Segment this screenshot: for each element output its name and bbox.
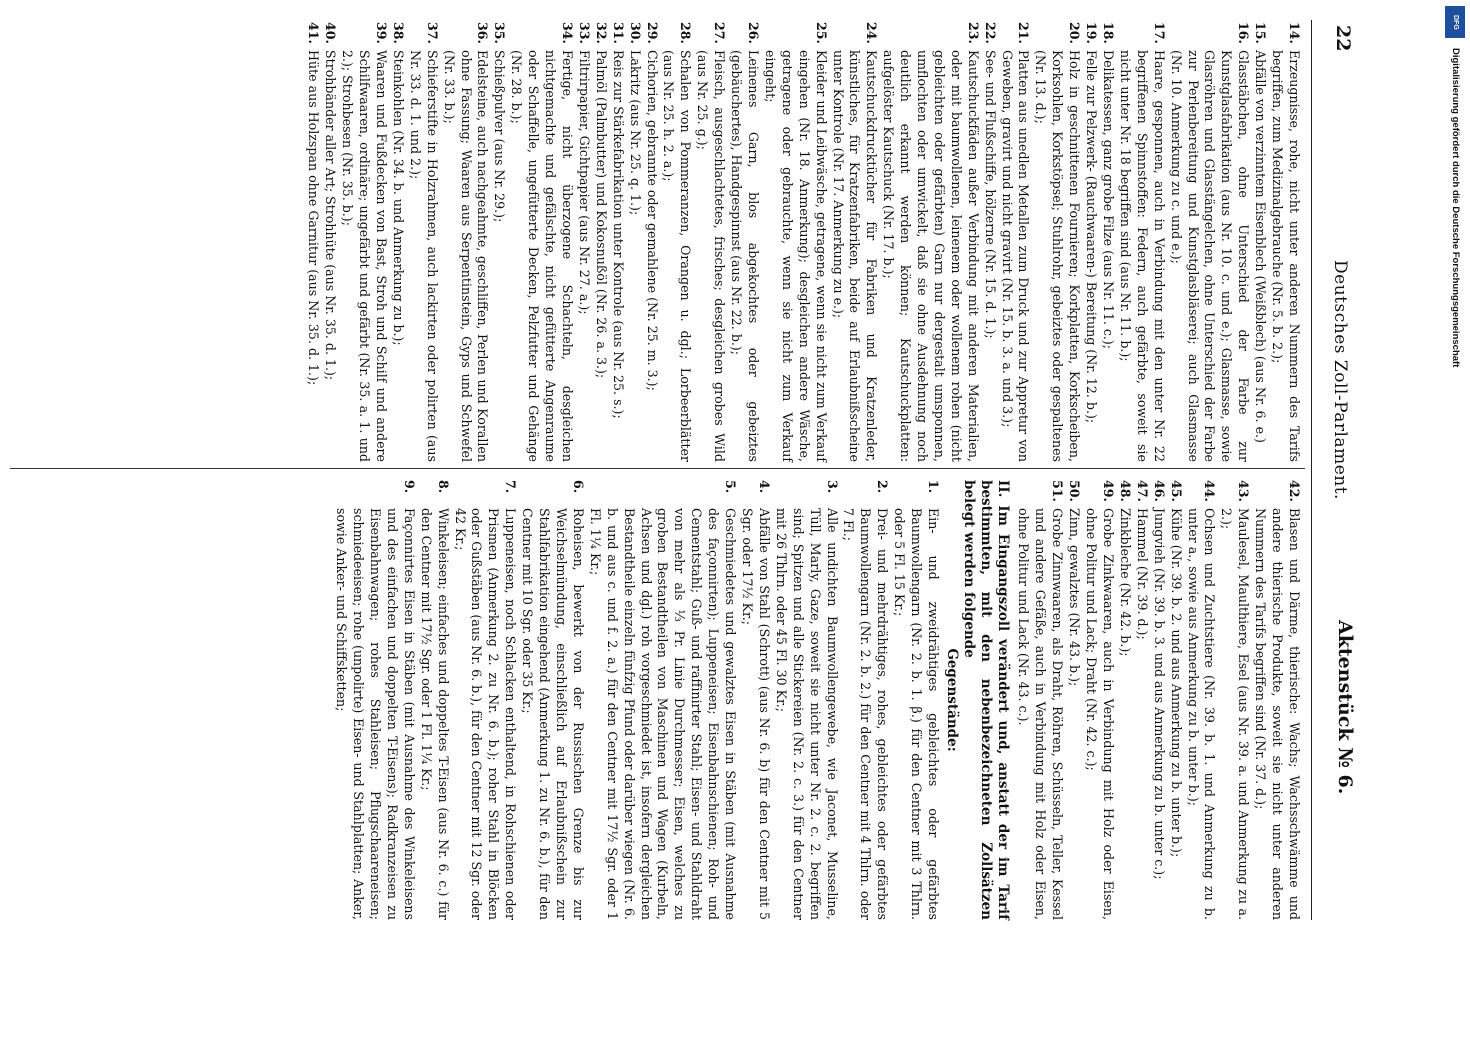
tariff-entry — [491, 22, 508, 462]
tariff-entry — [693, 22, 727, 462]
entry-text: Filtrirpapier, Gichtpapier (aus Nr. 27. a.); — [576, 50, 592, 315]
entry-text: Hüte aus Holzspan ohne Garnitur (aus Nr. 35. d. 1.); — [306, 50, 322, 386]
entry-number: 27. — [712, 22, 728, 44]
entry-number: 19. — [1084, 22, 1100, 44]
tariff-entry — [761, 22, 829, 462]
tariff-entry — [840, 480, 891, 920]
entry-number: 33. — [576, 22, 592, 44]
entry-number: 40. — [323, 22, 339, 44]
entry-text: Kühe (Nr. 39. b. 2. und aus Anmerkung zu b. unter b.); — [1168, 508, 1184, 858]
entry-number: 47. — [1134, 480, 1150, 502]
entry-text: Zinkbleche (Nr. 42. b.); — [1117, 508, 1133, 657]
tariff-entry — [890, 480, 941, 920]
entry-number: 41. — [306, 22, 322, 44]
entry-number: 16. — [1236, 22, 1252, 44]
tariff-entry — [406, 22, 440, 462]
tariff-entry — [305, 22, 322, 462]
entry-text: Abfälle von verzinntem Eisenblech (Weißblech) (aus Nr. 6. e.) — [1253, 50, 1269, 443]
tariff-entry — [1251, 22, 1268, 462]
entry-number: 42. — [1287, 480, 1302, 502]
tariff-entry — [592, 22, 609, 462]
entry-number: 8. — [435, 480, 451, 494]
section-title: II. Im Eingangszoll verändert und, anstatt der im Tarif bestimmten, mit den nebenbezeichneten Zollsätzen belegt werden folgende — [960, 480, 1011, 920]
tariff-entry — [1065, 480, 1082, 920]
entry-text: Reis zur Stärkefabrikation unter Kontrole (aus Nr. 25. s.); — [610, 50, 626, 419]
entry-text: Zinn, gewalztes (Nr. 43. b.); — [1067, 508, 1083, 687]
entry-text: See- und Flußschiffe, hölzerne (Nr. 15. d. 1.); — [982, 50, 998, 339]
entry-text: Platten aus unedlen Metallen zum Druck und zur Appretur von Geweben, gravirt und nicht gravirt (Nr. 15. b. 3. a. und 3.); — [999, 50, 1032, 462]
entry-text: Kautschuckfäden außer Verbindung mit anderen Materialien, oder mit baumwollenen, leinenem oder wollenem rohen (nicht gebleichten oder gefärbten) Garn nur dergestalt umsponnen, umflochten oder umwickelt, daß sie ohne Ausdehnung noch deutlich erkannt werden können; Kautschuckplatten: aufgelöster Kautschuck (Nr. 17. b.); — [881, 50, 981, 462]
tariff-entry — [772, 480, 840, 920]
tariff-entry — [389, 22, 406, 462]
entry-number: 39. — [374, 22, 390, 44]
column-divider — [10, 468, 1305, 469]
tariff-entry — [1032, 22, 1083, 462]
entry-text: Schalen von Pommeranzen, Orangen u. dgl.; Lorbeerblätter (aus Nr. 25. h. 2. a.); — [661, 50, 694, 462]
entry-text: Drei- und mehrdrähtiges, rohes, gebleichtes oder gefärbtes Baumwollengarn (Nr. 2. b. 2.) für den Centner mit 4 Thlrn. oder 7 Fl.; — [841, 508, 891, 920]
entry-number: 29. — [644, 22, 660, 44]
entry-number: 28. — [678, 22, 694, 44]
tariff-entry — [586, 480, 738, 920]
entry-text: Roheisen, bewerkt von der Russischen Grenze bis zur Weichselmündung, einschließlich auf Erlaubnißschein zur Stahlfabrikation eingehend (Anmerkung 1. zu Nr. 6. b.), für den Centner mit 10 Sgr. oder 35 Kr.; — [520, 508, 586, 920]
entry-text: Hammel (Nr. 39. d.); — [1134, 508, 1150, 640]
entry-text: Fleisch, ausgeschlachtetes, frisches; desgleichen grobes Wild (aus Nr. 25. g.); — [695, 50, 728, 462]
entry-number: 45. — [1168, 480, 1184, 502]
tariff-entry — [1268, 22, 1302, 462]
section-heading — [943, 480, 1011, 920]
entry-text: Schieferstifte in Holzrahmen, auch lackirten oder polirten (aus Nr. 33. d. 1. und 2.); — [407, 50, 440, 462]
entry-number: 50. — [1067, 480, 1083, 502]
entry-text: Blasen und Därme, thierische: Wachs; Wachsschwämme und andere thierische Produkte, soweit sie nicht unter anderen Nummern des Tarifs begriffen sind (Nr. 37. d.); — [1253, 508, 1302, 920]
right-column — [332, 480, 1302, 920]
entry-number: 4. — [756, 480, 772, 494]
entry-text: Delikatessen, ganz grobe Filze (aus Nr. 11. c.); — [1101, 50, 1117, 350]
entry-number: 38. — [390, 22, 406, 44]
entry-number: 37. — [424, 22, 440, 44]
entry-number: 35. — [492, 22, 508, 44]
entry-text: Kleider und Leibwäsche, getragene, wenn sie nicht zum Verkauf eingehen (Nr. 18. Anmerkung); desgleichen andere Wäsche, getragene oder gebrauchte, wenn sie nicht zum Verkauf eingeht; — [762, 50, 829, 462]
tariff-entry — [332, 480, 417, 920]
entry-text: Glasstäbchen, ohne Unterschied der Farbe zur Kunstglasfabrikation (aus Nr. 10. c. und e.); Glasmasse, sowie Glasröhren und Glasstängelchen, ohne Unterschied der Farbe zur Perlenbereitung und Kunstglasbläserei; auch Glasmasse (Nr. 10. Anmerkung zu c. und e.); — [1168, 50, 1252, 462]
entry-text: Ochsen und Zuchtstiere (Nr. 39. b. 1. und Anmerkung zu b. unter a., sowie aus Anmerkung zu b. unter b.); — [1185, 508, 1218, 920]
entry-number: 7. — [503, 480, 519, 494]
tariff-entry — [417, 480, 451, 920]
entry-number: 49. — [1101, 480, 1117, 502]
dfg-logo: DFG — [1445, 6, 1465, 38]
entry-number: 26. — [746, 22, 761, 44]
entry-number: 9. — [401, 480, 417, 494]
entry-text: Cichorien, gebrannte oder gemahlene (Nr. 25. m. 3.); — [644, 50, 660, 391]
entry-text: Erzeugnisse, rohe, nicht unter anderen Nummern des Tarifs begriffen, zum Medizinalgebrauche (Nr. 5. b. 2.); — [1270, 50, 1302, 462]
entry-number: 34. — [560, 22, 576, 44]
entry-number: 48. — [1117, 480, 1133, 502]
tariff-entry — [1116, 22, 1167, 462]
tariff-entry — [1099, 22, 1116, 462]
tariff-entry — [998, 22, 1032, 462]
tariff-entry — [1251, 480, 1302, 920]
tariff-entry — [1082, 22, 1099, 462]
entry-number: 31. — [610, 22, 626, 44]
tariff-entry — [518, 480, 586, 920]
entry-text: Luppeneisen, noch Schlacken enthaltend, in Rohschienen oder Prismen (Anmerkung 2. zu Nr. 6. b.); roher Stahl in Blöcken oder Gußstäben (aus Nr. 6. b.), für den Centner mit 12 Sgr. oder 42 Kr.; — [452, 508, 519, 920]
tariff-entry — [609, 22, 626, 462]
entry-text: Grobe Zinkwaaren, auch in Verbindung mit Holz oder Eisen, ohne Politur und Lack; Draht (Nr. 42. c.); — [1084, 508, 1117, 920]
entry-number: 24. — [864, 22, 880, 44]
tariff-entry — [1150, 480, 1167, 920]
entry-number: 14. — [1287, 22, 1302, 44]
entry-text: Haare, gesponnen, auch in Verbindung mit den unter Nr. 22 begriffenen Spinnstoffen: Federn, auch gefärbte, soweit sie nicht unter Nr. 18 begriffen sind (aus Nr. 11. b.); — [1117, 50, 1167, 462]
entry-number: 25. — [813, 22, 829, 44]
entry-text: Palmöl (Palmbutter) und Kokosnußöl (Nr. 26. a. 3.); — [593, 50, 609, 379]
tariff-entry — [507, 22, 575, 462]
tariff-entry — [981, 22, 998, 462]
entry-number: 36. — [475, 22, 491, 44]
tariff-entry — [738, 480, 772, 920]
header-rule — [1311, 20, 1312, 920]
entry-text: Kautschuckdrucktücher für Fabriken und Kratzenleder, künstliches, für Kratzenfabriken, beide auf Erlaubnißscheine unter Kontrole (Nr. 17. Anmerkung zu e.); — [830, 50, 880, 462]
entry-text: Holz in geschnittenen Fournieren; Korkplatten, Korkscheiben, Korksohlen, Korkstöpsel; Stuhlrohr, gebeiztes oder gespaltenes (Nr. 13. d.); — [1033, 50, 1083, 462]
entry-number: 46. — [1151, 480, 1167, 502]
entry-number: 43. — [1236, 480, 1252, 502]
entry-number: 15. — [1253, 22, 1269, 44]
tariff-entry — [1184, 480, 1218, 920]
entry-text: Waaren und Fußdecken von Bast, Stroh und Schilf und andere Schilfwaaren, ordinäre; ungefärbt und gefärbt (Nr. 35. a. 1. und 2.); Strohbesen (Nr. 35. b.); — [340, 50, 390, 462]
tariff-entry — [660, 22, 694, 462]
digitization-credit: Digitalisierung gefördert durch die Deutsche Forschungsgemeinschaft — [1450, 48, 1461, 368]
tariff-entry — [321, 22, 338, 462]
entry-text: Steinkohlen (Nr. 34. b. und Anmerkung zu b.); — [390, 50, 406, 346]
entry-number: 18. — [1101, 22, 1117, 44]
tariff-entry — [1217, 480, 1251, 920]
entry-text: Jungvieh (Nr. 39. b. 3. und aus Anmerkung zu b. unter c.); — [1151, 508, 1167, 880]
entry-number: 44. — [1202, 480, 1218, 502]
section-subtitle: Gegenstände: — [943, 648, 960, 752]
tariff-entry — [1167, 22, 1252, 462]
entry-number: 6. — [570, 480, 586, 494]
entry-number: 1. — [925, 480, 941, 494]
tariff-entry — [727, 22, 761, 462]
tariff-entry — [643, 22, 660, 462]
page-number: 22 — [1332, 25, 1354, 52]
tariff-entry — [829, 22, 880, 462]
entry-number: 2. — [875, 480, 891, 494]
running-title: Deutsches Zoll-Parlament. — [1330, 260, 1350, 500]
digitization-credit-strip — [1440, 0, 1470, 1000]
tariff-entry — [626, 22, 643, 462]
entry-number: 51. — [1050, 480, 1066, 502]
entry-number: 22. — [982, 22, 998, 44]
entry-text: Edelsteine, auch nachgeahmte, geschliffen, Perlen und Korallen ohne Fassung; Waaren aus Serpentinstein, Gyps und Schwefel (Nr. 33. b.); — [441, 50, 491, 462]
page-header — [1300, 0, 1356, 940]
entry-text: Grobe Zinnwaaren, als Draht, Röhren, Schüsseln, Teller, Kessel und andere Gefäße, auch in Verbindung mit Holz oder Eisen, ohne Politur und Lack (Nr. 43. c.). — [1016, 508, 1066, 920]
tariff-entry — [575, 22, 592, 462]
entry-number: 5. — [723, 480, 739, 494]
entry-text: Winkeleisen; einfaches und doppeltes T-Eisen (aus Nr. 6. c.) für den Centner mit 17½ Sgr. oder 1 Fl. 1¼ Kr.; — [418, 508, 451, 920]
entry-text: Felle zur Pelzwerk- (Rauchwaaren-) Bereitung (Nr. 12. b.); — [1084, 50, 1100, 424]
entry-number: 32. — [593, 22, 609, 44]
entry-text: Façonnirtes Eisen in Stäben (mit Ausnahme des Winkeleisens und des einfachen und doppelten T-Eisens); Radkranzeisen zu Eisenbahnwagen; rohes Stahleisen; Pflugschaareneisen; schmiedeeisen; rohe (unpolirte) Eisen- und Stahlplatten; Anker, sowie Anker- und Schiffsketten; — [334, 508, 417, 920]
entry-number: 3. — [824, 480, 840, 494]
entry-text: Ein- und zweidrähtiges gebleichtes oder gefärbtes Baumwollengarn (Nr. 2. b. 1. β.) für den Centner mit 3 Thlrn. oder 5 Fl. 15 Kr.; — [892, 508, 941, 920]
tariff-entry — [1133, 480, 1150, 920]
entry-number: 21. — [1016, 22, 1032, 44]
tariff-entry — [1167, 480, 1184, 920]
entry-text: Geschmiedetes und gewalztes Eisen in Stäben (mit Ausnahme des façonnirten); Luppeneisen; Eisenbahnschienen; Roh- und Cementstahl; Guß- und raffinirter Stahl; Eisen- und Stahldraht von mehr als ⅓ Pr. Linie Durchmesser; Eisen, welches zu groben Bestandtheilen von Maschinen und Wagen (Kurbeln, Achsen und dgl.) roh vorgeschmiedet ist, insofern dergleichen Bestandtheile einzeln fünfzig Pfund oder darüber wiegen (Nr. 6. b. und aus c. und f. 2. a.) für den Centner mit 17½ Sgr. oder 1 Fl. 1¼ Kr.; — [587, 508, 739, 920]
entry-number: 17. — [1151, 22, 1167, 44]
entry-text: Schießpulver (aus Nr. 29.); — [492, 50, 508, 223]
entry-text: Leinenes Garn, blos abgekochtes oder gebeiztes (gebäuchertes), Handgespinnst (aus Nr. 22. b.); — [729, 50, 761, 462]
entry-number: 20. — [1067, 22, 1083, 44]
tariff-entry — [440, 22, 491, 462]
document-number: Aktenstück № 6. — [1334, 620, 1356, 795]
entry-text: Lakritz (aus Nr. 25. q. 1.); — [627, 50, 643, 216]
tariff-entry — [1015, 480, 1066, 920]
tariff-entry — [338, 22, 389, 462]
tariff-entry — [1082, 480, 1116, 920]
entry-text: Alle undichten Baumwollengewebe, wie Jaconet, Musseline, Tüll, Marly, Gaze, soweit sie nicht unter Nr. 2. c. 2. begriffen sind; Spitzen und alle Stickereien (Nr. 2. c. 3.) für den Centner mit 26 Thlrn. oder 45 Fl. 30 Kr.; — [773, 508, 840, 920]
entry-number: 30. — [627, 22, 643, 44]
left-column — [305, 22, 1302, 462]
entry-text: Abfälle von Stahl (Schrott) (aus Nr. 6. b) für den Centner mit 5 Sgr. oder 17½ Kr.; — [740, 508, 772, 920]
tariff-entry — [879, 22, 980, 462]
tariff-entry — [1116, 480, 1133, 920]
entry-number: 23. — [965, 22, 981, 44]
tariff-entry — [451, 480, 519, 920]
entry-text: Maulesel, Maulthiere, Esel (aus Nr. 39. a. und Anmerkung zu a. 2.); — [1219, 508, 1252, 920]
entry-text: Fertige, nicht überzogene Schachteln, desgleichen nichtgemachte und gefälschte, nicht gefütterte Angenraume oder Schaffelle, ungefütterte Decken, Pelzfutter und Gehänge (Nr. 28. b.); — [509, 50, 576, 462]
entry-text: Strohbänder aller Art; Strohhüte (aus Nr. 35. d. 1.); — [323, 50, 339, 381]
